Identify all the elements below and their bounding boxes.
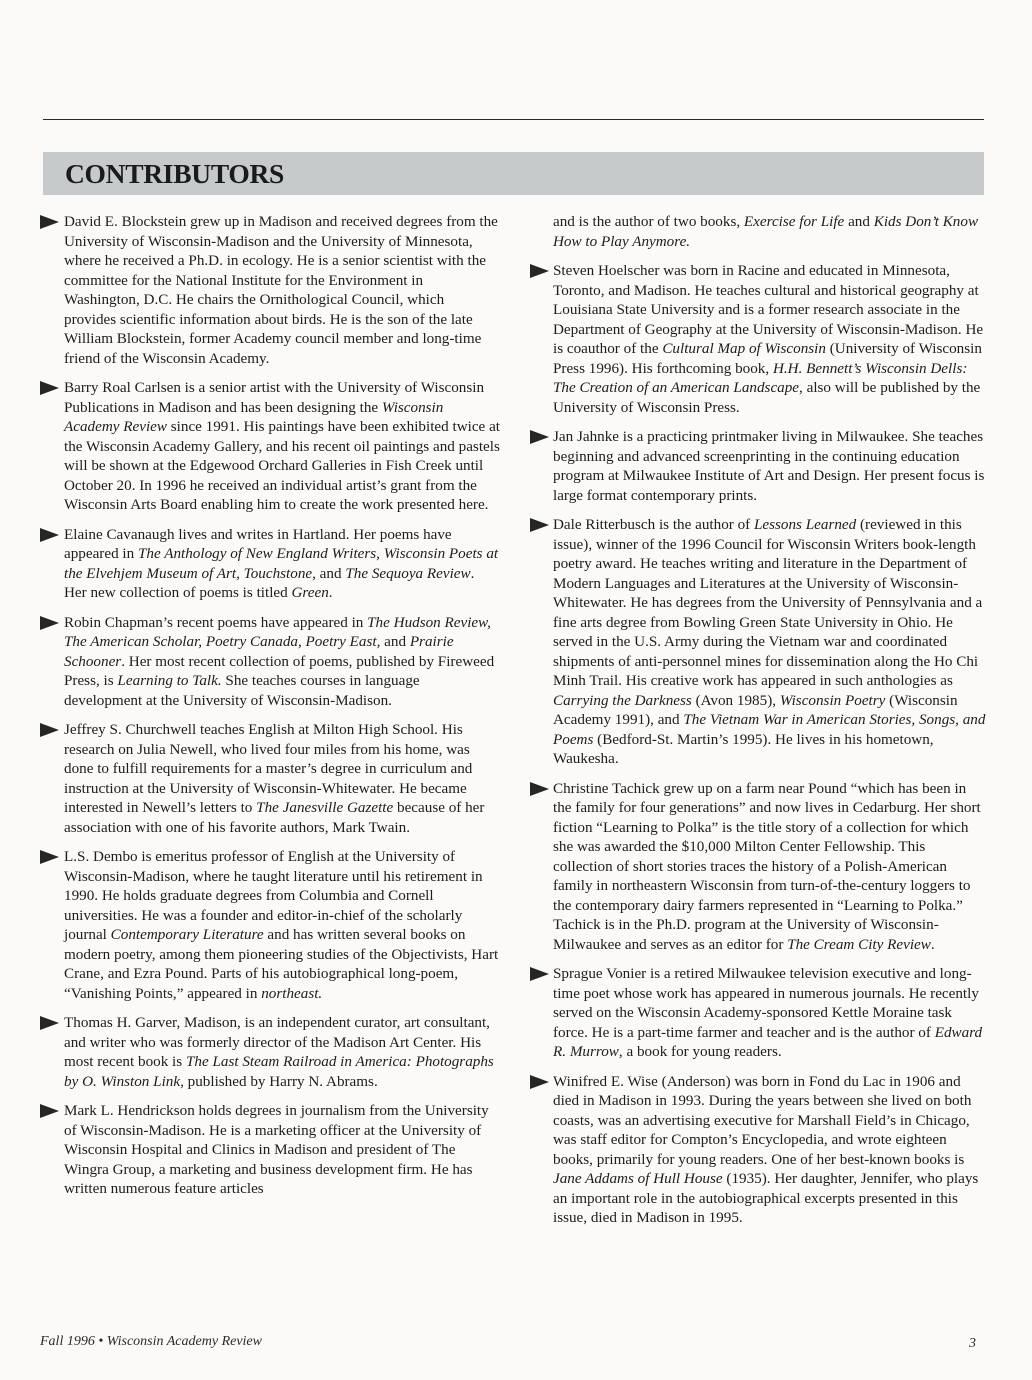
text-segment: Winifred E. Wise (Anderson) was born in Fond du Lac in 1906 and died in Madison in 1993. During the years between she lived on both coasts, was an advertising executive for Marshall Field’s in Chicago, was staff editor for Compton’s Encyclopedia, and wrote eighteen books, primarily for young readers. One of her best-known books is bbox=[553, 1072, 972, 1168]
contributor-entry bbox=[530, 964, 986, 1062]
text-segment: published by Harry N. Abrams. bbox=[183, 1072, 378, 1090]
text-segment: . bbox=[328, 584, 333, 601]
italic-title: The Last Steam Railroad in America: Photographs by O. Winston Link, bbox=[64, 1053, 494, 1090]
contributor-entry bbox=[40, 613, 500, 711]
footer-issue: Fall 1996 • Wisconsin Academy Review bbox=[40, 1334, 262, 1349]
text-segment: L.S. Dembo is emeritus professor of English at the University of Wisconsin-Madison, where he taught literature until his retirement in 1990. He holds graduate degrees from Columbia and Cornell universities. He was a founder and editor-in-chief of the scholarly journal bbox=[64, 848, 483, 943]
text-segment: (Wisconsin Academy 1991), and bbox=[553, 691, 958, 728]
text-segment: (reviewed in this issue), winner of the 1996 Council for Wisconsin Writers book-length poetry award. He teaches writing and literature in the Department of Modern Languages and Literatures at the University of Wisconsin-Whitewater. He has degrees from the University of Pennsylvania and a fine arts degree from Bowling Green State University in Ohio. He served in the U.S. Army during the Vietnam war and coordinated shipments of anti-personnel mines for dissemination along the Ho Chi Minh Trail. His creative work has appeared in such anthologies as bbox=[553, 516, 983, 689]
text-segment: (Bedford-St. Martin’s 1995). He lives in his hometown, Waukesha. bbox=[553, 730, 934, 767]
text-segment: and bbox=[315, 564, 346, 582]
text-segment: . bbox=[930, 935, 935, 953]
triangle-bullet-icon bbox=[40, 723, 59, 737]
italic-title: The Hudson Review, The American Scholar, Poetry Canada, Poetry East, bbox=[64, 613, 491, 650]
italic-title: Green bbox=[291, 584, 329, 601]
text-segment: Steven Hoelscher was born in Racine and educated in Minnesota, Toronto, and Madison. He teaches cultural and historical geography at Louisiana State University and is a former research associate in the Department of Geography at the University of Wisconsin-Madison. He is coauthor of the bbox=[553, 262, 984, 357]
text-segment: Dale Ritterbusch is the author of bbox=[553, 516, 754, 533]
left-column bbox=[40, 212, 500, 1209]
contributor-entry bbox=[530, 515, 986, 769]
text-segment: David E. Blockstein grew up in Madison and received degrees from the University of Wisconsin-Madison and the University of Minnesota, where he received a Ph.D. in ecology. He is a senior scientist with the committee for the National Institute for the Environment in Washington, D.C. He chairs the Ornithological Council, which provides scientific information about birds. He is the son of the late William Blockstein, former Academy council member and long-time friend of the Wisconsin Academy. bbox=[64, 213, 498, 367]
italic-title: Contemporary Literature bbox=[110, 926, 264, 943]
text-segment: Jeffrey S. Churchwell teaches English at Milton High School. His research on Julia Newell, who lived four miles from his home, was done to fulfill requirements for a master’s degree in curriculum and instruction at the University of Wisconsin-Whitewater. He became interested in Newell’s letters to bbox=[64, 721, 473, 816]
italic-title: H.H. Bennett’s Wisconsin Dells: The Creation of an American Landscape bbox=[553, 359, 968, 396]
triangle-bullet-icon bbox=[530, 967, 549, 981]
text-segment: Thomas H. Garver, Madison, is an independent curator, art consultant, and writer who was formerly director of the Madison Art Center. His most recent book is bbox=[64, 1014, 490, 1070]
italic-title: northeast. bbox=[261, 984, 323, 1002]
text-segment: because of her association with one of his favorite authors, Mark Twain. bbox=[64, 799, 485, 836]
text-segment: and has written several books on modern poetry, among them pioneering studies of the Objectivists, Hart Crane, and Ezra Pound. Parts of his autobiographical long-poem, “Vanishing Points,” appeared in bbox=[64, 926, 499, 1002]
contributor-entry bbox=[40, 847, 500, 1003]
contributor-entry bbox=[530, 779, 986, 955]
italic-title: Jane Addams of Hull House bbox=[553, 1170, 723, 1187]
triangle-bullet-icon bbox=[530, 264, 549, 278]
text-segment: Robin Chapman’s recent poems have appeared in bbox=[64, 613, 368, 631]
contributor-entry bbox=[530, 1072, 986, 1228]
contributor-entry-continued bbox=[530, 212, 986, 251]
text-segment: and is the author of two books, bbox=[553, 213, 744, 230]
text-segment: Christine Tachick grew up on a farm near Pound “which has been in the family for four generations” and now lives in Cedarburg. Her short fiction “Learning to Polka” is the title story of a collection for which she was awarded the $10,000 Milton Center Fellowship. This collection of short stories traces the history of a Polish-American family in northeastern Wisconsin from turn-of-the-century loggers to the contemporary dairy farmers represented in “Learning to Polka.” Tachick is in the Ph.D. program at the University of Wisconsin-Milwaukee and serves as an editor for bbox=[553, 779, 981, 953]
italic-title: The Janesville Gazette bbox=[256, 799, 394, 816]
contributor-entry bbox=[40, 212, 500, 368]
triangle-bullet-icon bbox=[40, 381, 59, 395]
text-segment: Elaine Cavanaugh lives and writes in Hartland. Her poems have appeared in bbox=[64, 525, 452, 562]
page-title: CONTRIBUTORS bbox=[65, 158, 285, 189]
italic-title: Learning to Talk. bbox=[117, 672, 222, 689]
page-number: 3 bbox=[969, 1336, 976, 1351]
text-segment: and bbox=[380, 633, 410, 650]
italic-title: Exercise for Life bbox=[743, 213, 845, 230]
text-segment: , also will be published by the University of Wisconsin Press. bbox=[553, 379, 981, 416]
italic-title: Kids Don’t Know How to Play Anymore. bbox=[553, 213, 979, 250]
italic-title: The Vietnam War in American Stories, Songs, and Poems bbox=[553, 711, 986, 748]
text-segment: Sprague Vonier is a retired Milwaukee television executive and long-time poet whose work has appeared in numerous journals. He recently served on the Wisconsin Academy-sponsored Kettle Moraine task force. He is a part-time farmer and teacher and is the author of bbox=[553, 965, 979, 1041]
triangle-bullet-icon bbox=[40, 616, 59, 630]
text-segment: (University of Wisconsin Press 1996). His forthcoming book, bbox=[553, 340, 982, 377]
text-segment: . Her most recent collection of poems, published by Fireweed Press, is bbox=[64, 652, 495, 689]
text-segment: since 1991. His paintings have been exhibited twice at the Wisconsin Academy Gallery, and his recent oil paintings and pastels will be shown at the Edgewood Orchard Galleries in Fish Creek until October 20. In 1996 he received an individual artist’s grant from the Wisconsin Arts Board enabling him to create the work presented here. bbox=[64, 418, 500, 513]
triangle-bullet-icon bbox=[530, 518, 549, 532]
italic-title: Wisconsin Poetry bbox=[779, 691, 886, 709]
contributor-entry bbox=[40, 1013, 500, 1091]
right-column bbox=[530, 212, 986, 1238]
italic-title: Carrying the Darkness bbox=[553, 691, 692, 709]
contributor-entry bbox=[530, 427, 986, 505]
section-banner bbox=[43, 152, 984, 195]
top-rule bbox=[43, 119, 984, 120]
text-segment: (Avon 1985), bbox=[691, 691, 780, 709]
italic-title: The Anthology of New England Writers, Wisconsin Poets at the Elvehjem Museum of Art, Touchstone, bbox=[64, 545, 499, 582]
italic-title: The Cream City Review bbox=[787, 935, 931, 953]
text-segment: She teaches courses in language development at the University of Wisconsin-Madison. bbox=[64, 672, 420, 709]
italic-title: Wisconsin Academy Review bbox=[64, 398, 444, 435]
text-segment: Barry Roal Carlsen is a senior artist with the University of Wisconsin Publications in Madison and has been designing the bbox=[64, 379, 485, 416]
contributor-entry bbox=[40, 720, 500, 837]
text-segment: (1935). Her daughter, Jennifer, who plays an important role in the autobiographical excerpts presented in this issue, died in Madison in 1995. bbox=[553, 1170, 979, 1226]
contributor-entry bbox=[40, 378, 500, 515]
text-segment: Mark L. Hendrickson holds degrees in journalism from the University of Wisconsin-Madison. He is a marketing officer at the University of Wisconsin Hospital and Clinics in Madison and president of The Wingra Group, a marketing and business development firm. He has written numerous feature articles bbox=[64, 1102, 489, 1197]
triangle-bullet-icon bbox=[40, 528, 59, 542]
italic-title: Cultural Map of Wisconsin bbox=[662, 340, 826, 357]
text-segment: , a book for young readers. bbox=[618, 1043, 782, 1060]
triangle-bullet-icon bbox=[530, 1075, 549, 1089]
contributor-entry bbox=[40, 1101, 500, 1199]
text-segment: . Her new collection of poems is titled bbox=[64, 564, 475, 601]
text-segment: Jan Jahnke is a practicing printmaker living in Milwaukee. She teaches beginning and advanced screenprinting in the continuing education program at Milwaukee Institute of Art and Design. Her present focus is large format contemporary prints. bbox=[553, 428, 985, 504]
triangle-bullet-icon bbox=[40, 215, 59, 229]
contributor-entry bbox=[530, 261, 986, 417]
triangle-bullet-icon bbox=[530, 782, 549, 796]
italic-title: The Sequoya Review bbox=[345, 564, 471, 582]
italic-title: Prairie Schooner bbox=[64, 633, 454, 670]
triangle-bullet-icon bbox=[40, 1104, 59, 1118]
text-segment: and bbox=[844, 213, 874, 230]
triangle-bullet-icon bbox=[40, 1016, 59, 1030]
triangle-bullet-icon bbox=[40, 850, 59, 864]
triangle-bullet-icon bbox=[530, 430, 549, 444]
contributor-entry bbox=[40, 525, 500, 603]
italic-title: Edward R. Murrow bbox=[553, 1023, 983, 1060]
italic-title: Lessons Learned bbox=[753, 516, 857, 533]
